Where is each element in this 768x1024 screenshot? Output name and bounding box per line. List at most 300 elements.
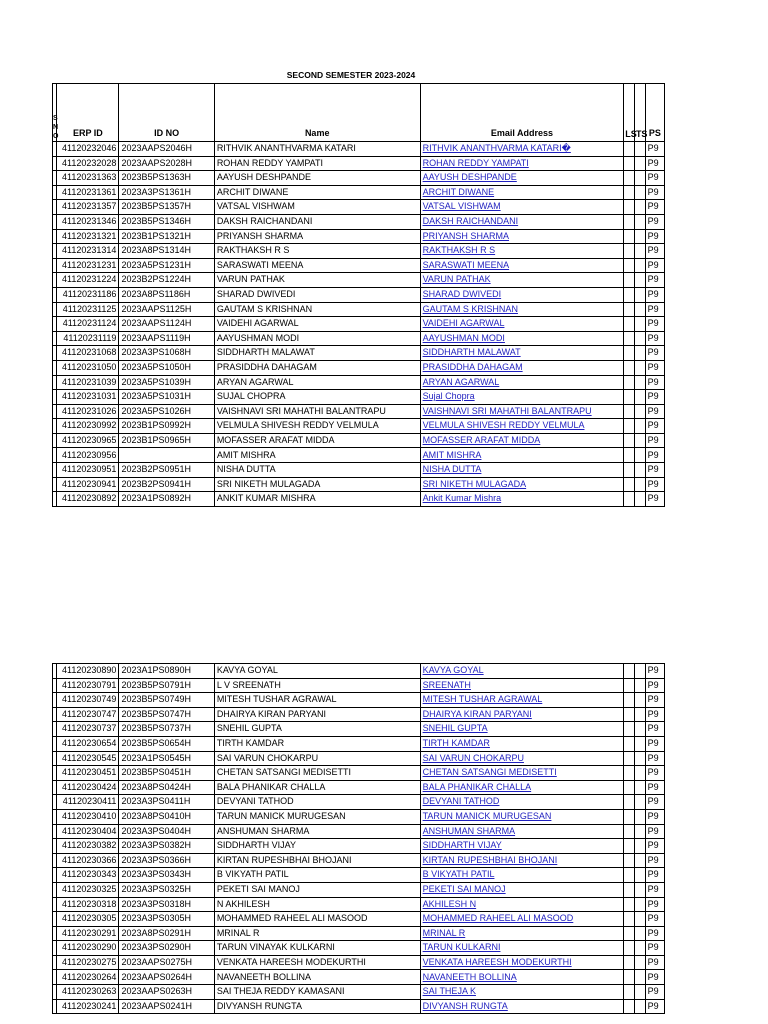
- ps-cell: P9: [645, 839, 664, 854]
- erp-id-cell: 41120230305: [57, 912, 119, 927]
- ps-cell: P9: [645, 463, 664, 478]
- ls-cell: [624, 448, 635, 463]
- table-row: [53, 214, 665, 229]
- erp-id-cell: 41120231321: [57, 229, 119, 244]
- id-no-cell: 2023A1PS0890H: [119, 664, 214, 679]
- name-cell: AAYUSH DESHPANDE: [214, 171, 420, 186]
- table-row: [53, 375, 665, 390]
- ls-cell: [624, 678, 635, 693]
- email-link[interactable]: SHARAD DWIVEDI: [420, 287, 624, 302]
- name-cell: DHAIRYA KIRAN PARYANI: [214, 707, 420, 722]
- ps-cell: P9: [645, 404, 664, 419]
- id-no-cell: 2023A5PS1026H: [119, 404, 214, 419]
- ts-cell: [634, 433, 645, 448]
- ts-cell: [634, 404, 645, 419]
- erp-id-cell: 41120230951: [57, 463, 119, 478]
- erp-id-cell: 41120230325: [57, 882, 119, 897]
- ps-cell: P9: [645, 360, 664, 375]
- ps-cell: P9: [645, 302, 664, 317]
- erp-id-cell: 41120230956: [57, 448, 119, 463]
- ts-cell: [634, 229, 645, 244]
- col-header-id-no: ID NO: [119, 84, 214, 142]
- table-row: [53, 200, 665, 215]
- table-row: [53, 955, 665, 970]
- erp-id-cell: 41120230545: [57, 751, 119, 766]
- erp-id-cell: 41120230291: [57, 926, 119, 941]
- erp-id-cell: 41120232046: [57, 142, 119, 157]
- table-row: [53, 244, 665, 259]
- ps-cell: P9: [645, 897, 664, 912]
- id-no-cell: 2023A3PS0366H: [119, 853, 214, 868]
- ts-cell: [634, 156, 645, 171]
- ps-cell: P9: [645, 171, 664, 186]
- table-row: [53, 448, 665, 463]
- name-cell: BALA PHANIKAR CHALLA: [214, 780, 420, 795]
- email-link[interactable]: PRIYANSH SHARMA: [420, 229, 624, 244]
- name-cell: ROHAN REDDY YAMPATI: [214, 156, 420, 171]
- name-cell: VATSAL VISHWAM: [214, 200, 420, 215]
- ts-cell: [634, 419, 645, 434]
- name-cell: MITESH TUSHAR AGRAWAL: [214, 693, 420, 708]
- id-no-cell: 2023B5PS0747H: [119, 707, 214, 722]
- email-link[interactable]: CHETAN SATSANGI MEDISETTI: [420, 766, 624, 781]
- ps-cell: P9: [645, 824, 664, 839]
- ls-cell: [624, 404, 635, 419]
- email-link[interactable]: NISHA DUTTA: [420, 463, 624, 478]
- email-link[interactable]: DEVYANI TATHOD: [420, 795, 624, 810]
- email-link[interactable]: SAI THEJA K: [420, 985, 624, 1000]
- email-link[interactable]: AAYUSH DESHPANDE: [420, 171, 624, 186]
- id-no-cell: 2023A3PS1361H: [119, 185, 214, 200]
- email-link[interactable]: DAKSH RAICHANDANI: [420, 214, 624, 229]
- erp-id-cell: 41120230749: [57, 693, 119, 708]
- email-link[interactable]: SIDDHARTH MALAWAT: [420, 346, 624, 361]
- email-link[interactable]: Sujal Chopra: [420, 390, 624, 405]
- email-link[interactable]: SREENATH: [420, 678, 624, 693]
- ps-cell: P9: [645, 229, 664, 244]
- email-link[interactable]: MOFASSER ARAFAT MIDDA: [420, 433, 624, 448]
- table-row: [53, 882, 665, 897]
- table-row: [53, 868, 665, 883]
- erp-id-cell: 41120231119: [57, 331, 119, 346]
- ts-cell: [634, 941, 645, 956]
- table-row: [53, 433, 665, 448]
- ps-cell: P9: [645, 664, 664, 679]
- ts-cell: [634, 897, 645, 912]
- ts-cell: [634, 824, 645, 839]
- id-no-cell: 2023A8PS1314H: [119, 244, 214, 259]
- name-cell: DEVYANI TATHOD: [214, 795, 420, 810]
- id-no-cell: 2023A8PS0424H: [119, 780, 214, 795]
- erp-id-cell: 41120230290: [57, 941, 119, 956]
- ps-cell: P9: [645, 492, 664, 507]
- ls-cell: [624, 999, 635, 1014]
- email-link[interactable]: B VIKYATH PATIL: [420, 868, 624, 883]
- erp-id-cell: 41120231031: [57, 390, 119, 405]
- ts-cell: [634, 331, 645, 346]
- email-link[interactable]: KIRTAN RUPESHBHAI BHOJANI: [420, 853, 624, 868]
- erp-id-cell: 41120230410: [57, 809, 119, 824]
- table-row: [53, 492, 665, 507]
- id-no-cell: 2023B2PS0941H: [119, 477, 214, 492]
- ts-cell: [634, 448, 645, 463]
- id-no-cell: 2023A5PS1039H: [119, 375, 214, 390]
- email-link[interactable]: SNEHIL GUPTA: [420, 722, 624, 737]
- email-link[interactable]: Ankit Kumar Mishra: [420, 492, 624, 507]
- header-row: [53, 84, 665, 142]
- email-link[interactable]: ARCHIT DIWANE: [420, 185, 624, 200]
- erp-id-cell: 41120231039: [57, 375, 119, 390]
- table-row: [53, 317, 665, 332]
- name-cell: SHARAD DWIVEDI: [214, 287, 420, 302]
- table-row: [53, 185, 665, 200]
- id-no-cell: 2023AAPS0275H: [119, 955, 214, 970]
- name-cell: SAI VARUN CHOKARPU: [214, 751, 420, 766]
- email-link[interactable]: VAIDEHI AGARWAL: [420, 317, 624, 332]
- ps-cell: P9: [645, 448, 664, 463]
- student-table-2: [52, 663, 665, 1014]
- ps-cell: P9: [645, 419, 664, 434]
- ts-cell: [634, 390, 645, 405]
- erp-id-cell: 41120232028: [57, 156, 119, 171]
- id-no-cell: 2023A3PS0318H: [119, 897, 214, 912]
- name-cell: L V SREENATH: [214, 678, 420, 693]
- ts-cell: [634, 171, 645, 186]
- id-no-cell: 2023A3PS0404H: [119, 824, 214, 839]
- email-link[interactable]: MOHAMMED RAHEEL ALI MASOOD: [420, 912, 624, 927]
- ls-cell: [624, 375, 635, 390]
- ls-cell: [624, 868, 635, 883]
- id-no-cell: 2023A1PS0892H: [119, 492, 214, 507]
- id-no-cell: 2023A3PS0325H: [119, 882, 214, 897]
- id-no-cell: 2023B1PS0992H: [119, 419, 214, 434]
- name-cell: ANSHUMAN SHARMA: [214, 824, 420, 839]
- email-link[interactable]: TARUN MANICK MURUGESAN: [420, 809, 624, 824]
- table-row: [53, 853, 665, 868]
- id-no-cell: 2023AAPS0263H: [119, 985, 214, 1000]
- email-link[interactable]: MRINAL R: [420, 926, 624, 941]
- ls-cell: [624, 926, 635, 941]
- name-cell: SIDDHARTH VIJAY: [214, 839, 420, 854]
- ls-cell: [624, 897, 635, 912]
- erp-id-cell: 41120231125: [57, 302, 119, 317]
- id-no-cell: 2023B5PS1346H: [119, 214, 214, 229]
- ls-cell: [624, 839, 635, 854]
- ls-cell: [624, 331, 635, 346]
- ps-cell: P9: [645, 882, 664, 897]
- email-link[interactable]: GAUTAM S KRISHNAN: [420, 302, 624, 317]
- ls-cell: [624, 229, 635, 244]
- ls-cell: [624, 156, 635, 171]
- ps-cell: P9: [645, 955, 664, 970]
- erp-id-cell: 41120231357: [57, 200, 119, 215]
- ps-cell: P9: [645, 317, 664, 332]
- email-link[interactable]: KAVYA GOYAL: [420, 664, 624, 679]
- erp-id-cell: 41120230654: [57, 736, 119, 751]
- id-no-cell: 2023A3PS1068H: [119, 346, 214, 361]
- ps-cell: P9: [645, 258, 664, 273]
- email-link[interactable]: MITESH TUSHAR AGRAWAL: [420, 693, 624, 708]
- col-header-name: Name: [214, 84, 420, 142]
- id-no-cell: 2023B1PS0965H: [119, 433, 214, 448]
- name-cell: SIDDHARTH MALAWAT: [214, 346, 420, 361]
- ls-cell: [624, 824, 635, 839]
- name-cell: VAISHNAVI SRI MAHATHI BALANTRAPU: [214, 404, 420, 419]
- col-header-ts: TS: [634, 84, 645, 142]
- ts-cell: [634, 882, 645, 897]
- table-row: [53, 751, 665, 766]
- ts-cell: [634, 287, 645, 302]
- email-link[interactable]: PEKETI SAI MANOJ: [420, 882, 624, 897]
- email-link[interactable]: VATSAL VISHWAM: [420, 200, 624, 215]
- ts-cell: [634, 317, 645, 332]
- name-cell: SNEHIL GUPTA: [214, 722, 420, 737]
- ls-cell: [624, 477, 635, 492]
- email-link[interactable]: DHAIRYA KIRAN PARYANI: [420, 707, 624, 722]
- ls-cell: [624, 766, 635, 781]
- ps-cell: P9: [645, 214, 664, 229]
- email-link[interactable]: VELMULA SHIVESH REDDY VELMULA: [420, 419, 624, 434]
- id-no-cell: 2023A3PS0382H: [119, 839, 214, 854]
- id-no-cell: 2023B2PS0951H: [119, 463, 214, 478]
- ts-cell: [634, 853, 645, 868]
- ts-cell: [634, 375, 645, 390]
- id-no-cell: 2023A3PS0290H: [119, 941, 214, 956]
- ts-cell: [634, 839, 645, 854]
- ls-cell: [624, 970, 635, 985]
- name-cell: TIRTH KAMDAR: [214, 736, 420, 751]
- ps-cell: P9: [645, 693, 664, 708]
- table-row: [53, 780, 665, 795]
- ls-cell: [624, 200, 635, 215]
- ps-cell: P9: [645, 985, 664, 1000]
- erp-id-cell: 41120230941: [57, 477, 119, 492]
- email-link[interactable]: VARUN PATHAK: [420, 273, 624, 288]
- ls-cell: [624, 985, 635, 1000]
- email-link[interactable]: ANSHUMAN SHARMA: [420, 824, 624, 839]
- email-link[interactable]: SIDDHARTH VIJAY: [420, 839, 624, 854]
- erp-id-cell: 41120230892: [57, 492, 119, 507]
- ts-cell: [634, 795, 645, 810]
- ts-cell: [634, 955, 645, 970]
- name-cell: RITHVIK ANANTHVARMA KATARI: [214, 142, 420, 157]
- erp-id-cell: 41120230451: [57, 766, 119, 781]
- id-no-cell: 2023A5PS1231H: [119, 258, 214, 273]
- ps-cell: P9: [645, 244, 664, 259]
- email-link[interactable]: RITHVIK ANANTHVARMA KATARI�: [420, 142, 624, 157]
- id-no-cell: 2023B5PS0737H: [119, 722, 214, 737]
- ps-cell: P9: [645, 751, 664, 766]
- ps-cell: P9: [645, 853, 664, 868]
- ls-cell: [624, 780, 635, 795]
- ls-cell: [624, 433, 635, 448]
- email-link[interactable]: TARUN KULKARNI: [420, 941, 624, 956]
- name-cell: PRASIDDHA DAHAGAM: [214, 360, 420, 375]
- ts-cell: [634, 214, 645, 229]
- id-no-cell: 2023AAPS1125H: [119, 302, 214, 317]
- erp-id-cell: 41120230791: [57, 678, 119, 693]
- id-no-cell: 2023AAPS0241H: [119, 999, 214, 1014]
- ps-cell: P9: [645, 375, 664, 390]
- email-link[interactable]: VAISHNAVI SRI MAHATHI BALANTRAPU: [420, 404, 624, 419]
- ls-cell: [624, 419, 635, 434]
- name-cell: SRI NIKETH MULAGADA: [214, 477, 420, 492]
- email-link[interactable]: AKHILESH N: [420, 897, 624, 912]
- ls-cell: [624, 390, 635, 405]
- ps-cell: P9: [645, 809, 664, 824]
- ts-cell: [634, 200, 645, 215]
- email-link[interactable]: ROHAN REDDY YAMPATI: [420, 156, 624, 171]
- col-header-ps: PS: [645, 84, 664, 142]
- erp-id-cell: 41120230264: [57, 970, 119, 985]
- ps-cell: P9: [645, 736, 664, 751]
- id-no-cell: 2023B2PS1224H: [119, 273, 214, 288]
- id-no-cell: 2023B5PS0791H: [119, 678, 214, 693]
- erp-id-cell: 41120230890: [57, 664, 119, 679]
- erp-id-cell: 41120231314: [57, 244, 119, 259]
- id-no-cell: 2023A8PS0410H: [119, 809, 214, 824]
- email-link[interactable]: AAYUSHMAN MODI: [420, 331, 624, 346]
- email-link[interactable]: RAKTHAKSH R S: [420, 244, 624, 259]
- ls-cell: [624, 809, 635, 824]
- table-row: [53, 156, 665, 171]
- ts-cell: [634, 707, 645, 722]
- col-header-email: Email Address: [420, 84, 624, 142]
- ts-cell: [634, 273, 645, 288]
- id-no-cell: 2023A3PS0411H: [119, 795, 214, 810]
- table-row: [53, 477, 665, 492]
- name-cell: MOHAMMED RAHEEL ALI MASOOD: [214, 912, 420, 927]
- email-link[interactable]: SARASWATI MEENA: [420, 258, 624, 273]
- erp-id-cell: 41120231363: [57, 171, 119, 186]
- ts-cell: [634, 492, 645, 507]
- erp-id-cell: 41120231050: [57, 360, 119, 375]
- student-table-1: [52, 83, 665, 507]
- ts-cell: [634, 463, 645, 478]
- table-row: [53, 970, 665, 985]
- erp-id-cell: 41120231068: [57, 346, 119, 361]
- erp-id-cell: 41120230737: [57, 722, 119, 737]
- id-no-cell: [119, 448, 214, 463]
- ts-cell: [634, 868, 645, 883]
- ps-cell: P9: [645, 477, 664, 492]
- erp-id-cell: 41120231224: [57, 273, 119, 288]
- name-cell: CHETAN SATSANGI MEDISETTI: [214, 766, 420, 781]
- erp-id-cell: 41120230411: [57, 795, 119, 810]
- ps-cell: P9: [645, 346, 664, 361]
- name-cell: AMIT MISHRA: [214, 448, 420, 463]
- email-link[interactable]: PRASIDDHA DAHAGAM: [420, 360, 624, 375]
- ts-cell: [634, 912, 645, 927]
- ls-cell: [624, 463, 635, 478]
- email-link[interactable]: SRI NIKETH MULAGADA: [420, 477, 624, 492]
- table-row: [53, 302, 665, 317]
- ps-cell: P9: [645, 722, 664, 737]
- ps-cell: P9: [645, 331, 664, 346]
- name-cell: TARUN VINAYAK KULKARNI: [214, 941, 420, 956]
- erp-id-cell: 41120230424: [57, 780, 119, 795]
- email-link[interactable]: NAVANEETH BOLLINA: [420, 970, 624, 985]
- name-cell: ANKIT KUMAR MISHRA: [214, 492, 420, 507]
- name-cell: SUJAL CHOPRA: [214, 390, 420, 405]
- table-row: [53, 229, 665, 244]
- table-row: [53, 839, 665, 854]
- name-cell: PRIYANSH SHARMA: [214, 229, 420, 244]
- ls-cell: [624, 317, 635, 332]
- email-link[interactable]: SAI VARUN CHOKARPU: [420, 751, 624, 766]
- name-cell: ARCHIT DIWANE: [214, 185, 420, 200]
- ts-cell: [634, 678, 645, 693]
- table-row: [53, 985, 665, 1000]
- id-no-cell: 2023AAPS1124H: [119, 317, 214, 332]
- email-link[interactable]: VENKATA HAREESH MODEKURTHI: [420, 955, 624, 970]
- ps-cell: P9: [645, 185, 664, 200]
- ls-cell: [624, 171, 635, 186]
- name-cell: AAYUSHMAN MODI: [214, 331, 420, 346]
- email-link[interactable]: ARYAN AGARWAL: [420, 375, 624, 390]
- table-row: [53, 736, 665, 751]
- ps-cell: P9: [645, 999, 664, 1014]
- erp-id-cell: 41120230366: [57, 853, 119, 868]
- table-row: [53, 142, 665, 157]
- email-link[interactable]: AMIT MISHRA: [420, 448, 624, 463]
- col-header-erp-id: ERP ID: [57, 84, 119, 142]
- id-no-cell: 2023A8PS0291H: [119, 926, 214, 941]
- name-cell: MRINAL R: [214, 926, 420, 941]
- ls-cell: [624, 795, 635, 810]
- ps-cell: P9: [645, 707, 664, 722]
- erp-id-cell: 41120231361: [57, 185, 119, 200]
- table-row: [53, 404, 665, 419]
- ts-cell: [634, 693, 645, 708]
- email-link[interactable]: DIVYANSH RUNGTA: [420, 999, 624, 1014]
- name-cell: MOFASSER ARAFAT MIDDA: [214, 433, 420, 448]
- table-row: [53, 360, 665, 375]
- email-link[interactable]: TIRTH KAMDAR: [420, 736, 624, 751]
- name-cell: NAVANEETH BOLLINA: [214, 970, 420, 985]
- email-link[interactable]: BALA PHANIKAR CHALLA: [420, 780, 624, 795]
- id-no-cell: 2023A3PS0343H: [119, 868, 214, 883]
- ts-cell: [634, 664, 645, 679]
- table-row: [53, 707, 665, 722]
- table-row: [53, 419, 665, 434]
- ts-cell: [634, 766, 645, 781]
- name-cell: ARYAN AGARWAL: [214, 375, 420, 390]
- erp-id-cell: 41120230263: [57, 985, 119, 1000]
- erp-id-cell: 41120230241: [57, 999, 119, 1014]
- name-cell: VELMULA SHIVESH REDDY VELMULA: [214, 419, 420, 434]
- ls-cell: [624, 853, 635, 868]
- table-row: [53, 809, 665, 824]
- erp-id-cell: 41120230404: [57, 824, 119, 839]
- table-row: [53, 273, 665, 288]
- erp-id-cell: 41120231026: [57, 404, 119, 419]
- ls-cell: [624, 955, 635, 970]
- table-row: [53, 346, 665, 361]
- table-row: [53, 999, 665, 1014]
- ls-cell: [624, 244, 635, 259]
- ps-cell: P9: [645, 868, 664, 883]
- id-no-cell: 2023A1PS0545H: [119, 751, 214, 766]
- ls-cell: [624, 258, 635, 273]
- ls-cell: [624, 302, 635, 317]
- table-row: [53, 766, 665, 781]
- name-cell: VENKATA HAREESH MODEKURTHI: [214, 955, 420, 970]
- table-row: [53, 824, 665, 839]
- ts-cell: [634, 809, 645, 824]
- name-cell: N AKHILESH: [214, 897, 420, 912]
- id-no-cell: 2023AAPS0264H: [119, 970, 214, 985]
